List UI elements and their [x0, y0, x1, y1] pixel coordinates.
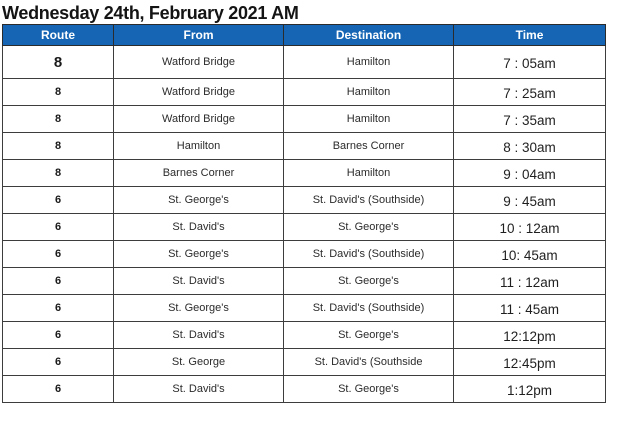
time-cell: 7 : 35am	[454, 106, 606, 133]
table-row	[3, 133, 606, 160]
route-cell: 8	[3, 79, 114, 106]
schedule-header	[3, 25, 606, 46]
from-cell: St. George's	[114, 295, 284, 322]
destination-cell: St. George's	[284, 322, 454, 349]
time-cell: 11 : 45am	[454, 295, 606, 322]
route-cell: 6	[3, 349, 114, 376]
route-cell: 8	[3, 133, 114, 160]
column-header-route: Route	[3, 25, 114, 46]
destination-cell: Hamilton	[284, 46, 454, 79]
route-cell: 6	[3, 187, 114, 214]
time-cell: 10 : 12am	[454, 214, 606, 241]
schedule-table	[2, 24, 606, 403]
table-row	[3, 160, 606, 187]
time-cell: 7 : 05am	[454, 46, 606, 79]
time-cell: 8 : 30am	[454, 133, 606, 160]
time-cell: 12:12pm	[454, 322, 606, 349]
route-cell: 8	[3, 46, 114, 79]
table-row	[3, 46, 606, 79]
table-row	[3, 349, 606, 376]
from-cell: Watford Bridge	[114, 106, 284, 133]
table-row	[3, 106, 606, 133]
time-cell: 9 : 45am	[454, 187, 606, 214]
destination-cell: Hamilton	[284, 79, 454, 106]
table-row	[3, 268, 606, 295]
destination-cell: St. George's	[284, 214, 454, 241]
destination-cell: Hamilton	[284, 160, 454, 187]
destination-cell: St. George's	[284, 268, 454, 295]
route-cell: 6	[3, 214, 114, 241]
route-cell: 6	[3, 268, 114, 295]
time-cell: 11 : 12am	[454, 268, 606, 295]
time-cell: 1:12pm	[454, 376, 606, 403]
time-cell: 10: 45am	[454, 241, 606, 268]
from-cell: St. George	[114, 349, 284, 376]
from-cell: Hamilton	[114, 133, 284, 160]
table-row	[3, 322, 606, 349]
destination-cell: St. David's (Southside	[284, 349, 454, 376]
from-cell: Barnes Corner	[114, 160, 284, 187]
destination-cell: Barnes Corner	[284, 133, 454, 160]
header-row	[3, 25, 606, 46]
column-header-from: From	[114, 25, 284, 46]
column-header-destination: Destination	[284, 25, 454, 46]
time-cell: 9 : 04am	[454, 160, 606, 187]
from-cell: St. George's	[114, 187, 284, 214]
route-cell: 8	[3, 160, 114, 187]
route-cell: 6	[3, 241, 114, 268]
destination-cell: St. David's (Southside)	[284, 187, 454, 214]
route-cell: 6	[3, 322, 114, 349]
from-cell: Watford Bridge	[114, 79, 284, 106]
table-row	[3, 295, 606, 322]
from-cell: St. David's	[114, 322, 284, 349]
page-title: Wednesday 24th, February 2021 AM	[2, 3, 299, 23]
column-header-time: Time	[454, 25, 606, 46]
table-row	[3, 79, 606, 106]
from-cell: St. George's	[114, 241, 284, 268]
from-cell: St. David's	[114, 376, 284, 403]
table-row	[3, 187, 606, 214]
from-cell: St. David's	[114, 268, 284, 295]
destination-cell: St. David's (Southside)	[284, 241, 454, 268]
table-row	[3, 214, 606, 241]
time-cell: 12:45pm	[454, 349, 606, 376]
destination-cell: St. David's (Southside)	[284, 295, 454, 322]
time-cell: 7 : 25am	[454, 79, 606, 106]
from-cell: Watford Bridge	[114, 46, 284, 79]
schedule-body	[3, 46, 606, 403]
route-cell: 6	[3, 376, 114, 403]
table-row	[3, 241, 606, 268]
table-row	[3, 376, 606, 403]
from-cell: St. David's	[114, 214, 284, 241]
route-cell: 6	[3, 295, 114, 322]
destination-cell: St. George's	[284, 376, 454, 403]
destination-cell: Hamilton	[284, 106, 454, 133]
route-cell: 8	[3, 106, 114, 133]
